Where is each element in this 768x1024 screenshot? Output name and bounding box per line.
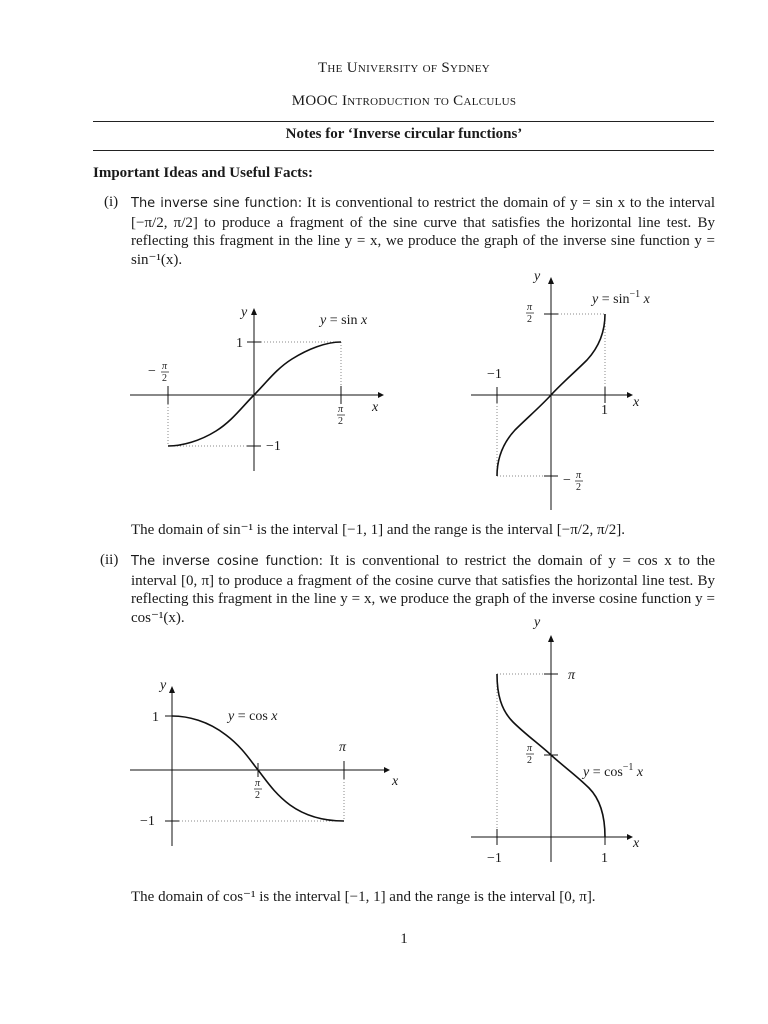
tick-label-neg-half-pi: − (563, 473, 571, 488)
item-i-paragraph (131, 194, 715, 269)
tick-label-one: 1 (601, 851, 608, 866)
tick-label-neg-half-pi: π (162, 361, 168, 372)
top-rule (93, 121, 714, 122)
item-i-heading: The inverse sine function: (131, 196, 303, 211)
tick-label-neg-half-pi: − (148, 364, 156, 379)
tick-label-neg-one: −1 (266, 439, 281, 454)
y-axis-arrow (169, 686, 175, 693)
curve-label: y = sin x (320, 313, 368, 328)
page-number: 1 (400, 931, 408, 947)
tick-label-half-pi: π (255, 778, 261, 789)
tick-label-neg-half-pi: 2 (162, 373, 167, 384)
tick-label-one: 1 (601, 403, 608, 418)
university-name: The University of Sydney (317, 60, 491, 76)
tick-label-neg-half-pi: 2 (576, 482, 581, 493)
y-axis-arrow (548, 635, 554, 642)
y-axis-label: y (241, 305, 248, 320)
domain-note-sin: The domain of sin⁻¹ is the interval [−1, 1] and the range is the interval [−π/2, π/2]. (131, 522, 625, 538)
tick-label-one: 1 (236, 336, 243, 351)
y-axis-arrow (251, 308, 257, 315)
graph-arccos (465, 612, 685, 872)
tick-label-pi: π (339, 740, 347, 755)
tick-label-half-pi: 2 (338, 416, 343, 427)
graph-arcsin (465, 268, 685, 513)
bottom-rule (93, 150, 714, 151)
item-label-ii: (ii) (100, 552, 119, 568)
section-title: Important Ideas and Useful Facts: (93, 165, 314, 181)
tick-label-neg-half-pi: π (576, 470, 582, 481)
curve-label: y = cos x (228, 709, 278, 724)
curve-label: $y = \sin^{-1} x$ (592, 289, 650, 307)
x-axis-label: x (392, 774, 399, 789)
x-axis-label: x (633, 836, 640, 851)
graph-sin (120, 295, 390, 480)
x-axis-label: x (633, 395, 640, 410)
y-axis-label: y (534, 615, 541, 630)
tick-label-half-pi: 2 (255, 790, 260, 801)
tick-label-neg-one: −1 (487, 367, 502, 382)
tick-label-half-pi: 2 (527, 314, 532, 325)
graph-cos (120, 675, 410, 855)
tick-label-neg-one: −1 (140, 814, 155, 829)
course-title: MOOC Introduction to Calculus (291, 93, 517, 109)
curve-label: $y = \cos^{-1} x$ (583, 762, 644, 780)
tick-label-half-pi: π (527, 302, 533, 313)
item-i-text: It is conventional to restrict the domain of y = sin x to the interval [−π/2, π/2] to produce a fragment of the sine curve that satisfies the horizontal line test. By reflecting this fragment in the line y = x, we produce the graph of the inverse sine function y = sin⁻¹(x). (131, 195, 715, 268)
x-axis-arrow (378, 392, 384, 398)
x-axis-arrow (384, 767, 390, 773)
tick-label-half-pi: π (338, 404, 344, 415)
tick-label-neg-one: −1 (487, 851, 502, 866)
item-ii-text: It is conventional to restrict the domain of y = cos x to the interval [0, π] to produce a fragment of the cosine curve that satisfies the horizontal line test. By reflecting this fragment in the line y = x, we produce the graph of the inverse cosine function y = cos⁻¹(x). (131, 553, 715, 626)
y-axis-label: y (160, 678, 167, 693)
y-axis-label: y (534, 269, 541, 284)
item-label-i: (i) (104, 194, 119, 210)
notes-title: Notes for ‘Inverse circular functions’ (285, 126, 523, 142)
tick-label-half-pi: 2 (527, 755, 532, 766)
x-axis-label: x (372, 400, 379, 415)
y-axis-arrow (548, 277, 554, 284)
tick-label-pi: π (568, 668, 576, 683)
item-ii-heading: The inverse cosine function: (131, 554, 324, 569)
tick-label-half-pi: π (527, 743, 533, 754)
tick-label-one: 1 (152, 710, 159, 725)
domain-note-cos: The domain of cos⁻¹ is the interval [−1, 1] and the range is the interval [0, π]. (131, 889, 596, 905)
